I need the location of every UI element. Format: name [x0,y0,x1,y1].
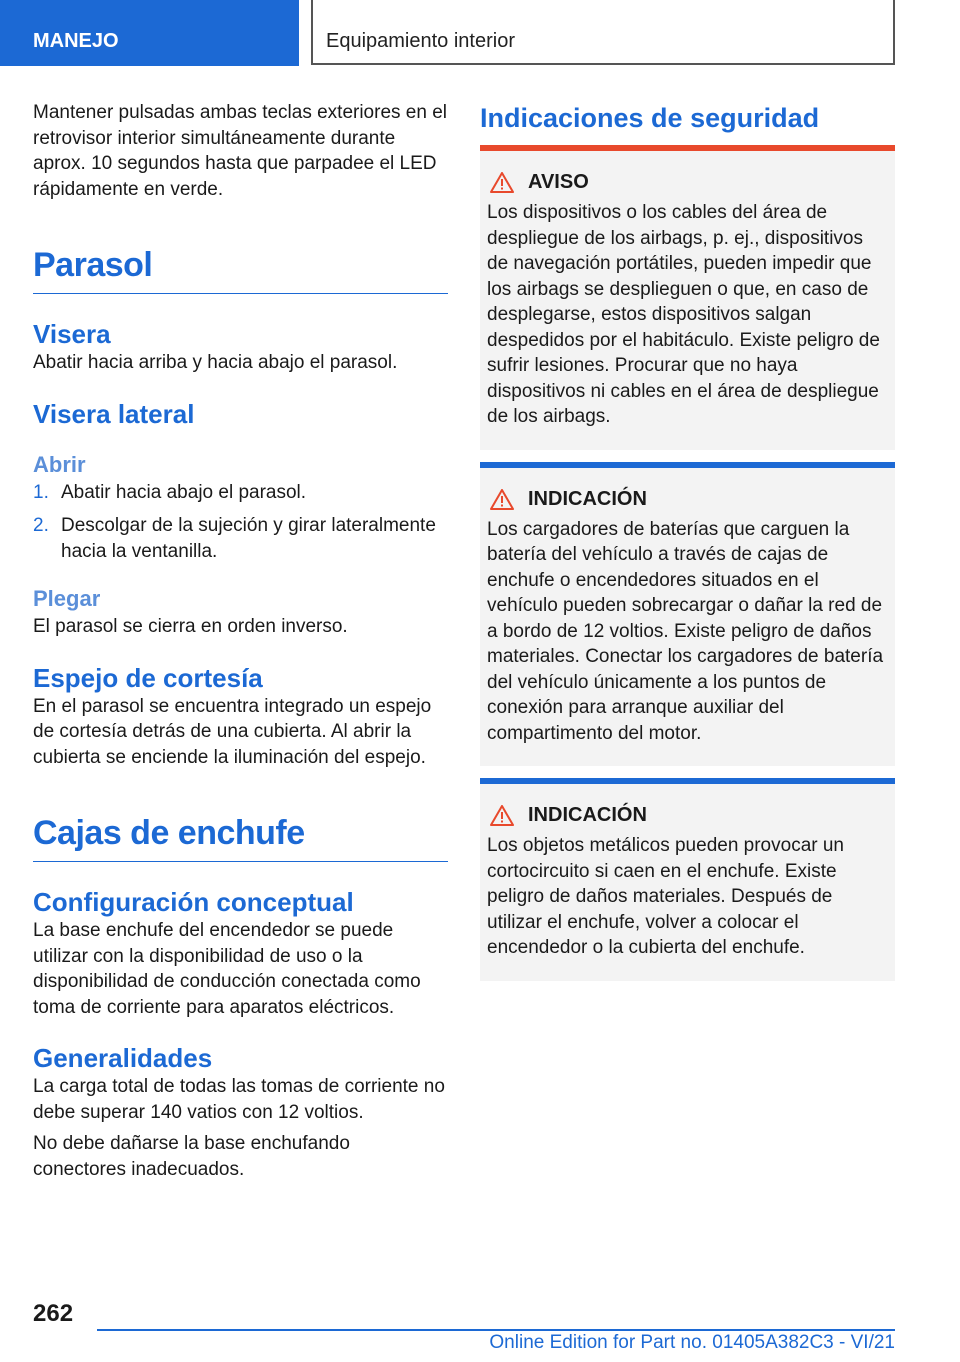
configuracion-text: La base enchufe del encendedor se puede utilizar con la disponibilidad de uso o la disponibilidad de conducción conectada como toma de corriente para aparatos eléctricos. [33,920,421,1018]
heading-espejo: Espejo de cortesía [33,662,263,693]
section-tab [0,0,299,66]
chapter-header [311,0,895,65]
notice-title [487,804,889,827]
step-text: Abatir hacia abajo el parasol. [61,481,307,503]
step-text: Descolgar de la sujeción y girar lateralmente hacia la ventanilla. [61,515,436,562]
espejo-text: En el parasol se encuentra integrado un espejo de cortesía detrás de una cubierta. Al abrir la cubierta se enciende la iluminación del espejo. [33,695,432,768]
step-number: 2. [33,515,49,536]
heading-generalidades: Generalidades [33,1043,213,1073]
edition-text: Online Edition for Part no. 01405A382C3 - VI/21 [489,1332,895,1353]
abrir-steps [33,480,448,565]
left-column [33,100,448,1182]
footer-divider [97,1329,895,1331]
heading-cajas: Cajas de enchufe [33,814,448,862]
step-number: 1. [33,481,49,503]
warning-triangle-icon [490,489,514,510]
heading-visera-lateral: Visera lateral [33,398,195,429]
warning-box-aviso [480,151,895,450]
heading-abrir: Abrir [33,451,86,477]
heading-seguridad: Indicaciones de seguridad [480,103,820,133]
chapter-label: Equipamiento interior [326,30,515,52]
notice-text: Los cargadores de baterías que carguen la batería del vehículo a través de cajas de enchufe o encendedores situados en el vehículo pueden sobrecargar o dañar la red de a bordo de 12 voltios. Existe peligro de daños materiales. Conectar los cargadores de batería del vehículo únicamente a los puntos de conexión para arranque auxiliar del compartimento del motor. [487,518,884,744]
warning-triangle-icon [490,805,514,826]
notice-box-objetos [480,784,895,981]
intro-text: Mantener pulsadas ambas teclas exteriores en el retrovisor interior simultáneamente durante aprox. 10 segundos hasta que parpadee el LED rápidamente en verde. [33,102,448,200]
visera-text: Abatir hacia arriba y hacia abajo el parasol. [33,352,398,373]
notice-title [487,488,889,511]
warning-title [487,171,889,194]
warning-label: AVISO [528,171,589,193]
notice-label: INDICACIÓN [528,487,647,510]
page-number: 262 [33,1300,74,1327]
heading-parasol: Parasol [33,246,448,294]
list-item [33,513,448,564]
warning-text: Los dispositivos o los cables del área de despliegue de los airbags, p. ej., dispositivos de navegación portátiles, pueden impedir que los airbags se desplieguen o que, en caso de desplegarse, estos dispositivos salgan despedidos por el habitáculo. Existe peligro de sufrir lesiones. Procurar que no haya dispositivos ni cables en el área de despliegue de los airbags. [487,202,880,427]
notice-label: INDICACIÓN [528,804,647,826]
notice-box-cargadores [480,468,895,767]
warning-triangle-icon [490,172,514,193]
heading-visera: Visera [33,319,111,349]
list-item [33,480,448,506]
heading-plegar: Plegar [33,586,101,611]
plegar-text: El parasol se cierra en orden inverso. [33,616,348,637]
section-label: MANEJO [33,30,119,52]
heading-configuracion: Configuración conceptual [33,887,354,917]
notice-text: Los objetos metálicos pueden provocar un cortocircuito si caen en el enchufe. Existe peligro de daños materiales. Después de utilizar el enchufe, volver a colocar el encendedor o la cubierta del enchufe. [487,835,845,958]
generalidades-text-2: No debe dañarse la base enchufando conectores inadecuados. [33,1133,350,1180]
generalidades-text-1: La carga total de todas las tomas de corriente no debe superar 140 vatios con 12 voltios. [33,1076,445,1123]
right-column [480,100,895,981]
